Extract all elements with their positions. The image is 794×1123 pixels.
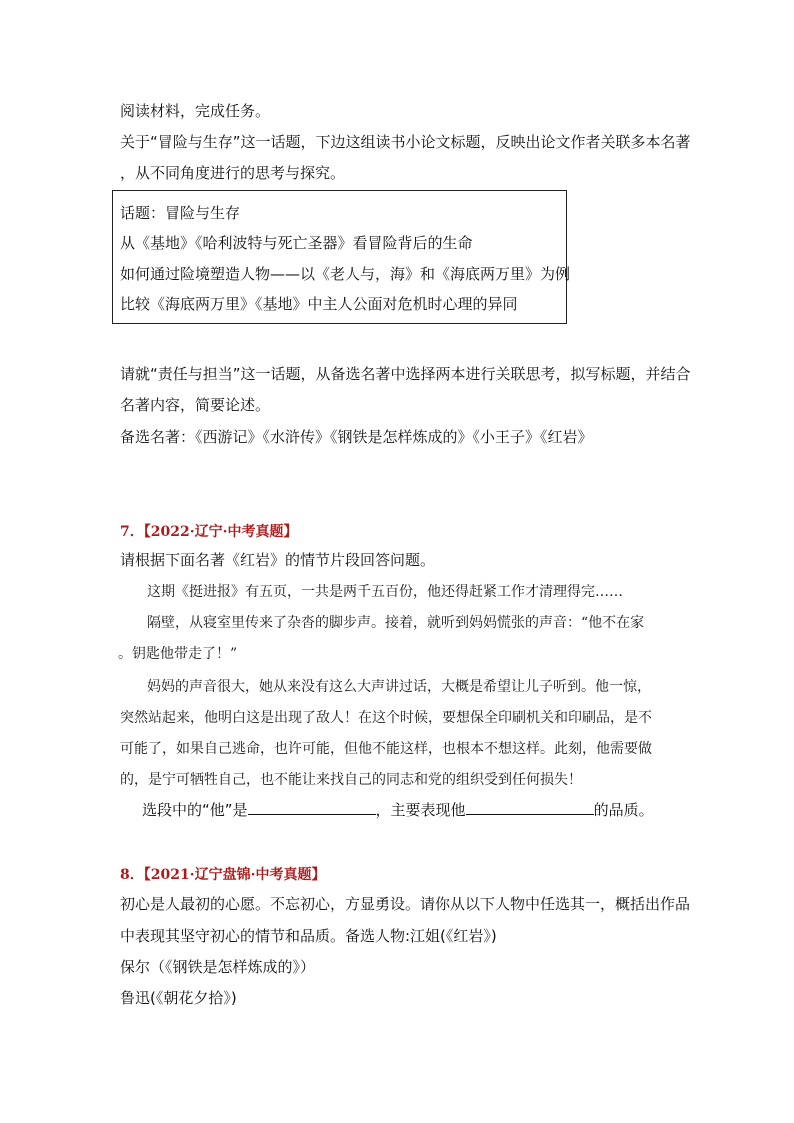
question-8-line-1: 初心是人最初的心愿。不忘初心，方显勇设。请你从以下人物中任选其一，概括出作品 [120,895,691,913]
question-7-header [120,521,297,541]
task-line-3: 备选名著：《西游记》《水浒传》《钢铁是怎样炼成的》《小王子》《红岩》 [120,428,593,446]
question-7-answer-line [142,800,654,820]
question-8-line-2: 中表现其坚守初心的情节和品质。备选人物:江姐(《红岩》) [120,927,497,945]
excerpt-line-3: 。钥匙他带走了！” [118,646,238,662]
topic-box [112,190,571,324]
intro-line-3: ，从不同角度进行的思考与探究。 [120,164,346,182]
question-7-prompt: 请根据下面名著《红岩》的情节片段回答问题。 [120,551,436,569]
topic-box-line-4: 比较《海底两万里》《基地》中主人公面对危机时心理的异同 [120,295,518,313]
answer-blank-1[interactable] [248,800,376,815]
answer-text-c: 的品质。 [593,801,654,819]
topic-box-line-3: 如何通过险境塑造人物——以《老人与，海》和《海底两万里》为例 [120,265,571,283]
excerpt-line-7: 的，是宁可牺牲自己，也不能让来找自己的同志和党的组织受到任何损失！ [120,772,582,788]
question-8-line-3: 保尔（《钢铁是怎样炼成的》） [120,958,316,976]
topic-box-line-1: 话题：冒险与生存 [120,204,241,222]
answer-blank-2[interactable] [466,800,594,815]
excerpt-line-5: 突然站起来，他明白这是出现了敌人！在这个时候，要想保全印刷机关和印刷品，是不 [120,710,652,726]
excerpt-line-1: 这期《挺进报》有五页，一共是两千五百份，他还得赶紧工作才清理得完…… [147,584,623,600]
excerpt-line-4: 妈妈的声音很大，她从来没有这么大声讲过话，大概是希望让儿子听到。他一惊， [147,679,651,695]
intro-line-2: 关于“冒险与生存”这一话题，下边这组读书小论文标题，反映出论文作者关联多本名著 [120,133,691,151]
answer-text-a: 选段中的“他”是 [142,801,248,819]
task-line-1: 请就“责任与担当”这一话题，从备选名著中选择两本进行关联思考，拟写标题，并结合 [120,365,691,383]
question-7-number: 7． [120,524,144,540]
question-8-line-4: 鲁迅(《朝花夕拾》) [120,989,237,1007]
question-8-source: 【2021·辽宁盘锦·中考真题】 [143,867,326,883]
topic-box-line-2: 从《基地》《哈利波特与死亡圣器》看冒险背后的生命 [120,234,473,252]
intro-line-1: 阅读材料，完成任务。 [120,102,271,120]
answer-text-b: ，主要表现他 [375,801,466,819]
question-8-number: 8． [120,867,144,883]
excerpt-line-2: 隔壁，从寝室里传来了杂沓的脚步声。接着，就听到妈妈慌张的声音：“他不在家 [147,615,645,631]
question-8-header [120,864,325,884]
task-line-2: 名著内容，简要论述。 [120,396,271,414]
question-7-source: 【2022·辽宁·中考真题】 [143,524,298,540]
excerpt-line-6: 可能了，如果自己逃命，也许可能，但他不能这样，也根本不想这样。此刻，他需要做 [120,741,652,757]
